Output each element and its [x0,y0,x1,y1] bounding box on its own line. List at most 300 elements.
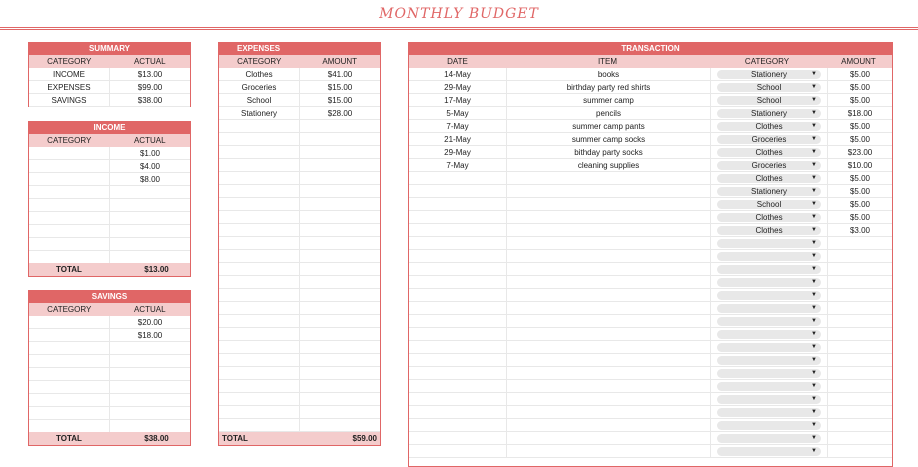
date-cell[interactable]: 29-May [444,148,471,157]
category-dropdown[interactable] [717,187,821,196]
category-cell[interactable] [29,173,109,185]
value-cell[interactable] [109,368,190,380]
category-cell[interactable] [219,185,299,197]
category-cell[interactable]: Stationery [240,109,278,118]
category-cell[interactable] [29,147,109,159]
amount-cell[interactable]: $5.00 [827,211,892,223]
value-cell[interactable]: $99.00 [109,81,190,93]
category-cell[interactable] [29,407,109,419]
amount-cell[interactable] [827,328,892,340]
item-cell[interactable]: bithday party socks [506,146,710,158]
chevron-down-icon: ▼ [811,357,817,363]
category-cell[interactable]: Groceries [241,83,277,92]
category-cell[interactable] [219,120,299,132]
table-row [219,367,380,380]
savings-header: SAVINGS [29,290,190,303]
category-cell[interactable] [219,367,299,379]
date-cell[interactable] [409,406,506,418]
expenses-total-value: $59.00 [352,434,377,443]
chevron-down-icon: ▼ [811,136,817,142]
item-cell[interactable] [506,354,710,366]
amount-cell[interactable]: $23.00 [827,146,892,158]
value-cell[interactable]: $38.00 [109,94,190,106]
category-cell [710,289,827,301]
table-row [29,238,190,251]
table-row [219,68,380,81]
amount-cell[interactable]: $5.00 [827,120,892,132]
date-cell[interactable] [409,432,506,444]
amount-cell[interactable]: $10.00 [827,159,892,171]
category-dropdown-value: Groceries [751,161,787,170]
col-header-actual: ACTUAL [133,136,166,145]
value-cell[interactable] [109,420,190,432]
category-cell[interactable] [29,342,109,354]
table-row [29,342,190,355]
category-cell[interactable] [29,160,109,172]
value-cell[interactable]: $28.00 [299,107,380,119]
chevron-down-icon: ▼ [811,318,817,324]
item-cell[interactable] [506,406,710,418]
value-cell[interactable] [109,225,190,237]
category-cell[interactable] [29,381,109,393]
date-cell[interactable] [409,302,506,314]
category-cell[interactable] [219,341,299,353]
table-row [409,159,892,172]
category-cell[interactable] [29,186,109,198]
category-cell[interactable] [29,225,109,237]
category-cell[interactable] [29,329,109,341]
chevron-down-icon: ▼ [811,240,817,246]
chevron-down-icon: ▼ [811,201,817,207]
category-cell[interactable] [219,276,299,288]
category-cell[interactable]: INCOME [53,70,85,79]
category-cell[interactable] [219,315,299,327]
category-cell[interactable] [219,419,299,431]
category-cell[interactable] [29,238,109,250]
table-row [219,354,380,367]
value-cell[interactable] [299,120,380,132]
item-cell[interactable] [506,302,710,314]
category-dropdown[interactable] [717,434,821,443]
category-cell [710,107,827,119]
item-cell[interactable] [506,211,710,223]
amount-cell[interactable]: $3.00 [827,224,892,236]
category-dropdown[interactable] [717,70,821,79]
date-cell[interactable] [409,172,506,184]
table-row [29,225,190,238]
value-cell[interactable] [299,198,380,210]
category-dropdown[interactable] [717,265,821,274]
category-cell[interactable]: School [246,96,272,105]
category-cell[interactable] [219,302,299,314]
item-cell[interactable]: cleaning supplies [506,159,710,171]
category-dropdown[interactable] [717,83,821,92]
table-row [219,419,380,432]
item-cell[interactable] [506,224,710,236]
date-cell[interactable] [409,445,506,457]
category-cell[interactable] [219,224,299,236]
date-cell[interactable] [409,289,506,301]
category-cell[interactable]: EXPENSES [47,83,91,92]
chevron-down-icon: ▼ [811,123,817,129]
value-cell[interactable]: $1.00 [109,147,190,159]
amount-cell[interactable] [827,445,892,457]
amount-cell[interactable] [827,276,892,288]
date-cell[interactable] [409,328,506,340]
category-cell[interactable] [219,393,299,405]
item-cell[interactable] [506,289,710,301]
amount-cell[interactable] [827,380,892,392]
category-cell[interactable] [29,251,109,263]
table-row [29,94,190,107]
category-cell[interactable] [29,316,109,328]
category-dropdown[interactable] [717,174,821,183]
value-cell[interactable] [299,276,380,288]
value-cell[interactable] [109,342,190,354]
category-cell[interactable] [219,146,299,158]
item-cell[interactable]: birthday party red shirts [506,81,710,93]
value-cell[interactable] [109,199,190,211]
item-cell[interactable] [506,276,710,288]
category-dropdown[interactable] [717,395,821,404]
table-row [409,419,892,432]
amount-cell[interactable] [827,237,892,249]
expenses-col-headers [219,55,380,68]
col-header-category: CATEGORY [47,57,92,66]
table-row [29,381,190,394]
value-cell[interactable] [109,355,190,367]
date-cell[interactable]: 14-May [444,70,471,79]
transaction-col-headers [409,55,892,68]
amount-cell[interactable] [827,354,892,366]
date-cell[interactable]: 21-May [444,135,471,144]
category-cell[interactable] [29,420,109,432]
table-row [219,302,380,315]
item-cell[interactable]: pencils [506,107,710,119]
category-dropdown[interactable] [717,291,821,300]
value-cell[interactable] [109,394,190,406]
value-cell[interactable] [299,315,380,327]
category-cell[interactable] [29,394,109,406]
item-cell[interactable] [506,315,710,327]
value-cell[interactable] [299,341,380,353]
value-cell[interactable] [299,380,380,392]
amount-cell[interactable] [827,393,892,405]
chevron-down-icon: ▼ [811,84,817,90]
category-cell[interactable] [219,380,299,392]
value-cell[interactable] [299,250,380,262]
category-cell[interactable] [219,289,299,301]
item-cell[interactable]: summer camp [506,94,710,106]
date-cell[interactable] [409,198,506,210]
category-dropdown[interactable] [717,135,821,144]
item-cell[interactable]: summer camp socks [506,133,710,145]
date-cell[interactable] [409,263,506,275]
category-dropdown[interactable] [717,356,821,365]
value-cell[interactable] [299,406,380,418]
table-row [409,380,892,393]
category-cell[interactable] [219,159,299,171]
amount-cell[interactable] [827,367,892,379]
table-row [219,94,380,107]
date-cell[interactable] [409,354,506,366]
chevron-down-icon: ▼ [811,214,817,220]
category-dropdown[interactable] [717,252,821,261]
category-cell [710,211,827,223]
item-cell[interactable] [506,367,710,379]
category-cell[interactable] [29,355,109,367]
col-header-actual: ACTUAL [133,57,166,66]
chevron-down-icon: ▼ [811,188,817,194]
col-header-category: CATEGORY [47,305,92,314]
date-cell[interactable]: 7-May [446,122,469,131]
value-cell[interactable]: $15.00 [299,81,380,93]
item-cell[interactable] [506,185,710,197]
table-row [409,263,892,276]
table-row [219,289,380,302]
item-cell[interactable] [506,263,710,275]
value-cell[interactable] [109,238,190,250]
chevron-down-icon: ▼ [811,422,817,428]
value-cell[interactable] [109,212,190,224]
chevron-down-icon: ▼ [811,266,817,272]
table-row [29,160,190,173]
table-row [409,185,892,198]
date-cell[interactable] [409,276,506,288]
category-cell[interactable] [219,198,299,210]
value-cell[interactable] [299,211,380,223]
category-cell [710,250,827,262]
amount-cell[interactable]: $5.00 [827,172,892,184]
amount-cell[interactable] [827,406,892,418]
category-cell[interactable] [219,406,299,418]
value-cell[interactable] [299,393,380,405]
category-dropdown[interactable] [717,382,821,391]
chevron-down-icon: ▼ [811,370,817,376]
category-cell[interactable] [219,354,299,366]
item-cell[interactable] [506,419,710,431]
category-dropdown[interactable] [717,200,821,209]
table-row [219,237,380,250]
category-dropdown-value: Clothes [755,226,783,235]
value-cell[interactable]: $41.00 [299,68,380,80]
title-bar [0,0,918,26]
value-cell[interactable] [299,328,380,340]
date-cell[interactable]: 7-May [446,161,469,170]
chevron-down-icon: ▼ [811,435,817,441]
value-cell[interactable] [109,407,190,419]
table-row [219,107,380,120]
table-row [29,329,190,342]
category-dropdown[interactable] [717,109,821,118]
income-total-row [29,263,190,276]
date-cell[interactable]: 17-May [444,96,471,105]
table-row [409,94,892,107]
category-dropdown-value: Groceries [751,135,787,144]
table-row [409,406,892,419]
category-dropdown[interactable] [717,96,821,105]
category-cell[interactable] [219,237,299,249]
summary-header: SUMMARY [29,42,190,55]
expenses-total-row [219,432,380,445]
table-row [219,146,380,159]
category-dropdown-value: Clothes [755,122,783,131]
category-cell[interactable] [219,133,299,145]
amount-cell[interactable] [827,419,892,431]
amount-cell[interactable]: $5.00 [827,185,892,197]
table-row [219,120,380,133]
table-row [29,68,190,81]
value-cell[interactable] [299,289,380,301]
item-cell[interactable]: summer camp pants [506,120,710,132]
amount-cell[interactable] [827,289,892,301]
category-dropdown[interactable] [717,161,821,170]
table-row [219,81,380,94]
category-dropdown[interactable] [717,278,821,287]
date-cell[interactable]: 29-May [444,83,471,92]
date-cell[interactable] [409,224,506,236]
chevron-down-icon: ▼ [811,253,817,259]
item-cell[interactable] [506,172,710,184]
amount-cell[interactable] [827,250,892,262]
value-cell[interactable]: $20.00 [109,316,190,328]
amount-cell[interactable]: $5.00 [827,133,892,145]
amount-cell[interactable] [827,341,892,353]
category-dropdown[interactable] [717,317,821,326]
value-cell[interactable]: $8.00 [109,173,190,185]
category-dropdown[interactable] [717,343,821,352]
date-cell[interactable] [409,250,506,262]
amount-cell[interactable]: $5.00 [827,68,892,80]
value-cell[interactable] [299,354,380,366]
item-cell[interactable] [506,393,710,405]
amount-cell[interactable]: $5.00 [827,81,892,93]
amount-cell[interactable]: $5.00 [827,198,892,210]
category-cell[interactable] [29,368,109,380]
category-dropdown[interactable] [717,421,821,430]
category-dropdown[interactable] [717,408,821,417]
value-cell[interactable] [299,263,380,275]
item-cell[interactable]: books [506,68,710,80]
value-cell[interactable] [299,302,380,314]
category-cell[interactable] [29,199,109,211]
amount-cell[interactable] [827,263,892,275]
date-cell[interactable] [409,211,506,223]
category-cell[interactable] [219,328,299,340]
category-cell [710,146,827,158]
date-cell[interactable] [409,185,506,197]
value-cell[interactable] [109,251,190,263]
category-cell [710,159,827,171]
category-dropdown[interactable] [717,304,821,313]
item-cell[interactable] [506,237,710,249]
table-row [409,250,892,263]
item-cell[interactable] [506,341,710,353]
category-cell [710,445,827,457]
category-cell [710,276,827,288]
category-cell[interactable] [29,212,109,224]
amount-cell[interactable]: $5.00 [827,94,892,106]
category-cell[interactable]: Clothes [245,70,273,79]
item-cell[interactable] [506,445,710,457]
category-cell[interactable] [219,172,299,184]
category-dropdown[interactable] [717,148,821,157]
table-row [409,367,892,380]
value-cell[interactable] [299,185,380,197]
date-cell[interactable] [409,315,506,327]
value-cell[interactable] [299,367,380,379]
date-cell[interactable] [409,341,506,353]
value-cell[interactable]: $13.00 [109,68,190,80]
value-cell[interactable] [109,186,190,198]
date-cell[interactable] [409,237,506,249]
item-cell[interactable] [506,380,710,392]
table-row [409,393,892,406]
date-cell[interactable] [409,419,506,431]
table-row [409,289,892,302]
table-row [29,212,190,225]
income-rows [29,147,190,264]
item-cell[interactable] [506,328,710,340]
amount-cell[interactable] [827,432,892,444]
value-cell[interactable] [299,237,380,249]
category-dropdown[interactable] [717,239,821,248]
value-cell[interactable] [109,381,190,393]
category-cell[interactable]: SAVINGS [51,96,87,105]
date-cell[interactable] [409,367,506,379]
category-cell [710,393,827,405]
category-dropdown[interactable] [717,369,821,378]
amount-cell[interactable]: $18.00 [827,107,892,119]
value-cell[interactable] [299,146,380,158]
chevron-down-icon: ▼ [811,279,817,285]
value-cell[interactable] [299,159,380,171]
amount-cell[interactable] [827,302,892,314]
date-cell[interactable] [409,393,506,405]
value-cell[interactable] [299,133,380,145]
chevron-down-icon: ▼ [811,227,817,233]
value-cell[interactable] [299,419,380,431]
date-cell[interactable]: 5-May [446,109,469,118]
value-cell[interactable] [299,172,380,184]
category-dropdown[interactable] [717,330,821,339]
category-cell[interactable] [219,211,299,223]
summary-col-headers [29,55,190,68]
item-cell[interactable] [506,432,710,444]
category-dropdown[interactable] [717,447,821,456]
table-row [29,368,190,381]
category-cell [710,185,827,197]
date-cell[interactable] [409,380,506,392]
category-cell[interactable] [219,263,299,275]
value-cell[interactable]: $15.00 [299,94,380,106]
table-row [409,120,892,133]
value-cell[interactable] [299,224,380,236]
value-cell[interactable]: $4.00 [109,160,190,172]
value-cell[interactable]: $18.00 [109,329,190,341]
item-cell[interactable] [506,250,710,262]
category-dropdown[interactable] [717,122,821,131]
category-cell[interactable] [219,250,299,262]
category-dropdown[interactable] [717,213,821,222]
item-cell[interactable] [506,198,710,210]
category-dropdown-value: School [756,83,782,92]
amount-cell[interactable] [827,315,892,327]
category-dropdown[interactable] [717,226,821,235]
table-row [409,133,892,146]
category-cell [710,302,827,314]
income-total-value: $13.00 [144,265,169,274]
